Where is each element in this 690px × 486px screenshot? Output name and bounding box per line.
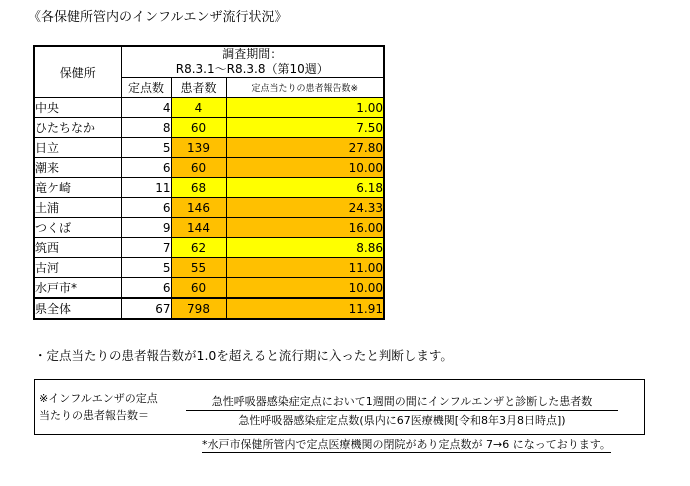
row-rate: 1.00 (226, 98, 384, 118)
row-patients: 144 (171, 218, 226, 238)
definition-numerator: 急性呼吸器感染症定点において1週間の間にインフルエンザと診断した患者数 (186, 394, 618, 411)
row-sentinel: 6 (121, 278, 171, 299)
row-patients: 60 (171, 278, 226, 299)
row-rate: 7.50 (226, 118, 384, 138)
row-patients: 139 (171, 138, 226, 158)
table-row (34, 98, 384, 118)
influenza-table (33, 45, 385, 320)
table-row (34, 178, 384, 198)
row-sentinel: 9 (121, 218, 171, 238)
row-name: 中央 (34, 98, 121, 118)
row-sentinel: 5 (121, 258, 171, 278)
table-row (34, 218, 384, 238)
row-name: 潮来 (34, 158, 121, 178)
table-row (34, 238, 384, 258)
total-patients: 798 (171, 298, 226, 319)
header-office: 保健所 (34, 46, 121, 98)
row-rate: 6.18 (226, 178, 384, 198)
definition-denominator: 急性呼吸器感染症定点数(県内に67医療機関[令和8年3月8日時点]) (238, 414, 566, 427)
table-row (34, 258, 384, 278)
table-row (34, 158, 384, 178)
header-sentinel: 定点数 (121, 78, 171, 98)
total-rate: 11.91 (226, 298, 384, 319)
row-name: 土浦 (34, 198, 121, 218)
row-rate: 10.00 (226, 158, 384, 178)
row-rate: 16.00 (226, 218, 384, 238)
table-row (34, 138, 384, 158)
mito-footnote: *水戸市保健所管内で定点医療機関の閉院があり定点数が 7→6 になっております。 (202, 438, 611, 451)
header-period-line1: 調査期間： (222, 47, 283, 61)
header-period (121, 46, 384, 78)
row-name: 竜ケ崎 (34, 178, 121, 198)
header-rate: 定点当たりの患者報告数※ (226, 78, 384, 98)
row-name: 日立 (34, 138, 121, 158)
row-patients: 55 (171, 258, 226, 278)
row-rate: 10.00 (226, 278, 384, 299)
row-patients: 146 (171, 198, 226, 218)
row-sentinel: 8 (121, 118, 171, 138)
row-patients: 4 (171, 98, 226, 118)
definition-label (39, 390, 158, 424)
table-row (34, 278, 384, 299)
page-title: 《各保健所管内のインフルエンザ流行状況》 (28, 10, 288, 25)
table-row (34, 118, 384, 138)
row-name: 古河 (34, 258, 121, 278)
definition-box (34, 379, 645, 435)
row-rate: 27.80 (226, 138, 384, 158)
row-sentinel: 6 (121, 158, 171, 178)
row-sentinel: 11 (121, 178, 171, 198)
epidemic-threshold-note: ・定点当たりの患者報告数が1.0を超えると流行期に入ったと判断します。 (34, 348, 453, 363)
total-name: 県全体 (34, 298, 121, 319)
definition-label-line2: 当たりの患者報告数＝ (39, 409, 149, 422)
total-sentinel: 67 (121, 298, 171, 319)
row-sentinel: 6 (121, 198, 171, 218)
header-period-line2: R8.3.1～R8.3.8（第10週） (175, 62, 329, 76)
table-row (34, 198, 384, 218)
row-patients: 60 (171, 118, 226, 138)
row-name: 筑西 (34, 238, 121, 258)
row-sentinel: 7 (121, 238, 171, 258)
row-name: 水戸市* (34, 278, 121, 299)
row-rate: 8.86 (226, 238, 384, 258)
row-rate: 24.33 (226, 198, 384, 218)
row-patients: 60 (171, 158, 226, 178)
header-patients: 患者数 (171, 78, 226, 98)
row-name: つくば (34, 218, 121, 238)
row-sentinel: 5 (121, 138, 171, 158)
row-patients: 62 (171, 238, 226, 258)
row-sentinel: 4 (121, 98, 171, 118)
row-rate: 11.00 (226, 258, 384, 278)
row-patients: 68 (171, 178, 226, 198)
definition-label-line1: ※インフルエンザの定点 (39, 392, 158, 405)
total-row (34, 298, 384, 319)
row-name: ひたちなか (34, 118, 121, 138)
